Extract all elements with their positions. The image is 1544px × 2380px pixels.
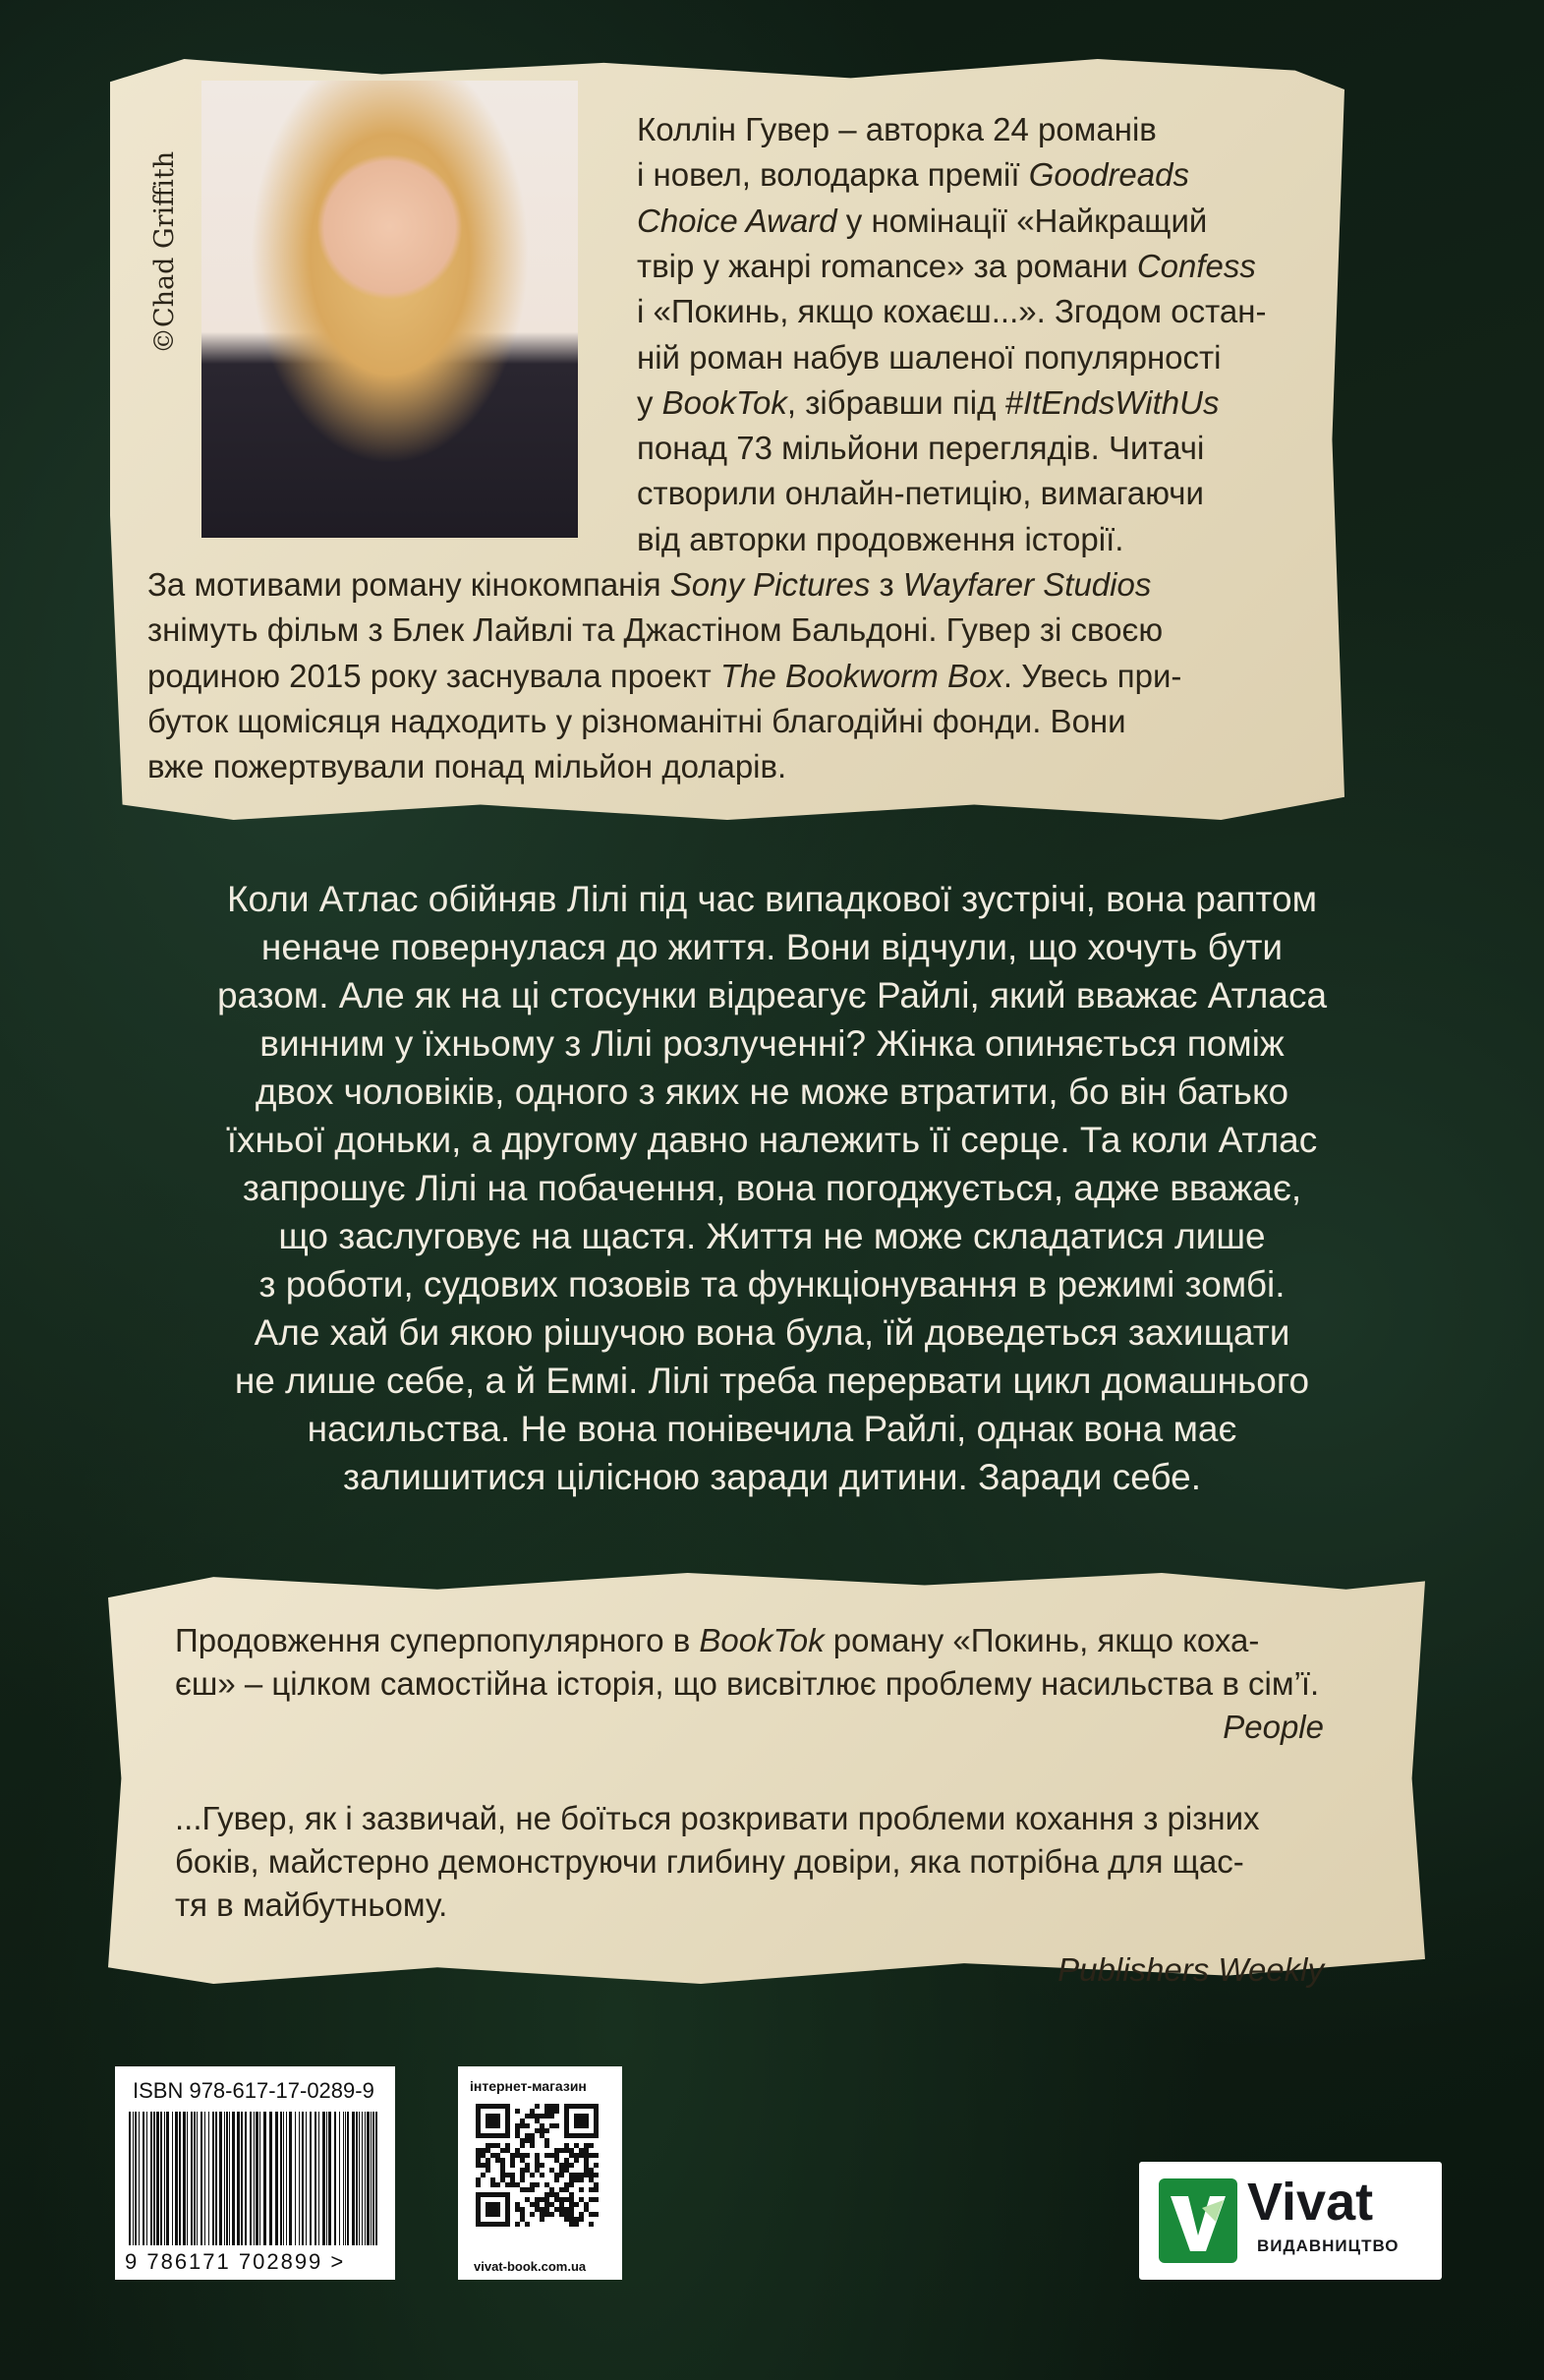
- publisher-name: Vivat: [1247, 2173, 1374, 2232]
- quote-line: Продовження суперпопулярного в BookTok роману «Покинь, якщо коха-: [175, 1622, 1260, 1658]
- photo-credit: ©Chad Griffith: [149, 150, 180, 354]
- blurb-line: разом. Але як на ці стосунки відреагує Райлі, який вважає Атласа: [216, 975, 1328, 1016]
- qr-code-icon[interactable]: [476, 2104, 603, 2251]
- book-blurb: [79, 875, 1465, 1501]
- bio-line: у BookTok, зібравши під #ItEndsWithUs: [637, 383, 1220, 421]
- blurb-line: запрошує Лілі на побачення, вона погоджується, адже вважає,: [242, 1168, 1302, 1208]
- blurb-line: винним у їхньому з Лілі розлученні? Жінка опиняється поміж: [259, 1023, 1285, 1064]
- blurb-line: що заслуговує на щастя. Життя не може складатися лише: [278, 1216, 1266, 1256]
- bio-line: родиною 2015 року заснувала проект The Bookworm Box. Увесь при-: [147, 657, 1182, 694]
- blurb-line: з роботи, судових позовів та функціонування в режимі зомбі.: [258, 1264, 1286, 1305]
- publisher-subtitle: ВИДАВНИЦТВО: [1257, 2236, 1400, 2255]
- isbn-barcode-box: [115, 2066, 395, 2280]
- blurb-line: не лише себе, а й Еммі. Лілі треба перервати цикл домашнього: [234, 1361, 1310, 1401]
- vivat-leaf-icon: [1159, 2178, 1237, 2263]
- bio-line: вже пожертвували понад мільйон доларів.: [147, 748, 787, 785]
- barcode-icon: [125, 2112, 385, 2249]
- bio-line: Коллін Гувер – авторка 24 романів: [637, 111, 1157, 147]
- quote-line: тя в майбутньому.: [175, 1887, 448, 1923]
- blurb-line: залишитися цілісною заради дитини. Заради себе.: [342, 1457, 1202, 1497]
- qr-top-label: інтернет-магазин: [470, 2078, 587, 2094]
- bio-line: понад 73 мільйони переглядів. Читачі: [637, 430, 1205, 467]
- quote-source: Publishers Weekly: [1058, 1951, 1324, 1988]
- publisher-logo: [1139, 2162, 1442, 2280]
- blurb-line: двох чоловіків, одного з яких не може втратити, бо він батько: [255, 1072, 1289, 1112]
- shop-url: vivat-book.com.ua: [474, 2259, 587, 2274]
- bio-line: За мотивами роману кінокомпанія Sony Pictures з Wayfarer Studios: [147, 566, 1152, 603]
- bio-line: і «Покинь, якщо кохаєш...». Згодом остан-: [637, 293, 1267, 330]
- bio-line: Choice Award у номінації «Найкращий: [637, 202, 1208, 239]
- quote-source: People: [1223, 1709, 1324, 1745]
- quote-line: єш» – цілком самостійна історія, що висвітлює проблему насильства в сім’ї.: [175, 1665, 1320, 1702]
- bio-line: від авторки продовження історії.: [637, 520, 1124, 557]
- quote-line: боків, майстерно демонструючи глибину довіри, яка потрібна для щас-: [175, 1843, 1244, 1880]
- author-photo: [201, 81, 578, 538]
- bio-line: ній роман набув шаленої популярності: [637, 338, 1222, 376]
- bio-line: твір у жанрі romance» за романи Confess: [637, 247, 1256, 284]
- blurb-line: Але хай би якою рішучою вона була, їй доведеться захищати: [254, 1312, 1290, 1353]
- bio-line: буток щомісяця надходить у різноманітні благодійні фонди. Вони: [147, 702, 1126, 739]
- isbn-number: ISBN 978-617-17-0289-9: [133, 2078, 374, 2103]
- blurb-line: їхньої доньки, а другому давно належить її серце. Та коли Атлас: [226, 1120, 1318, 1160]
- bio-line: і новел, володарка премії Goodreads: [637, 156, 1189, 194]
- blurb-line: насильства. Не вона понівечила Райлі, однак вона має: [307, 1409, 1237, 1449]
- blurb-line: Коли Атлас обійняв Лілі під час випадкової зустрічі, вона раптом: [226, 879, 1318, 919]
- bio-line: створили онлайн-петицію, вимагаючи: [637, 475, 1204, 512]
- bio-line: знімуть фільм з Блек Лайвлі та Джастіном Бальдоні. Гувер зі своєю: [147, 611, 1164, 649]
- shop-qr-box: [458, 2066, 622, 2280]
- quote-line: ...Гувер, як і зазвичай, не боїться розкривати проблеми кохання з різних: [175, 1800, 1260, 1836]
- barcode-digits: 9 786171 702899 >: [125, 2249, 346, 2274]
- blurb-line: неначе повернулася до життя. Вони відчули, що хочуть бути: [260, 927, 1284, 967]
